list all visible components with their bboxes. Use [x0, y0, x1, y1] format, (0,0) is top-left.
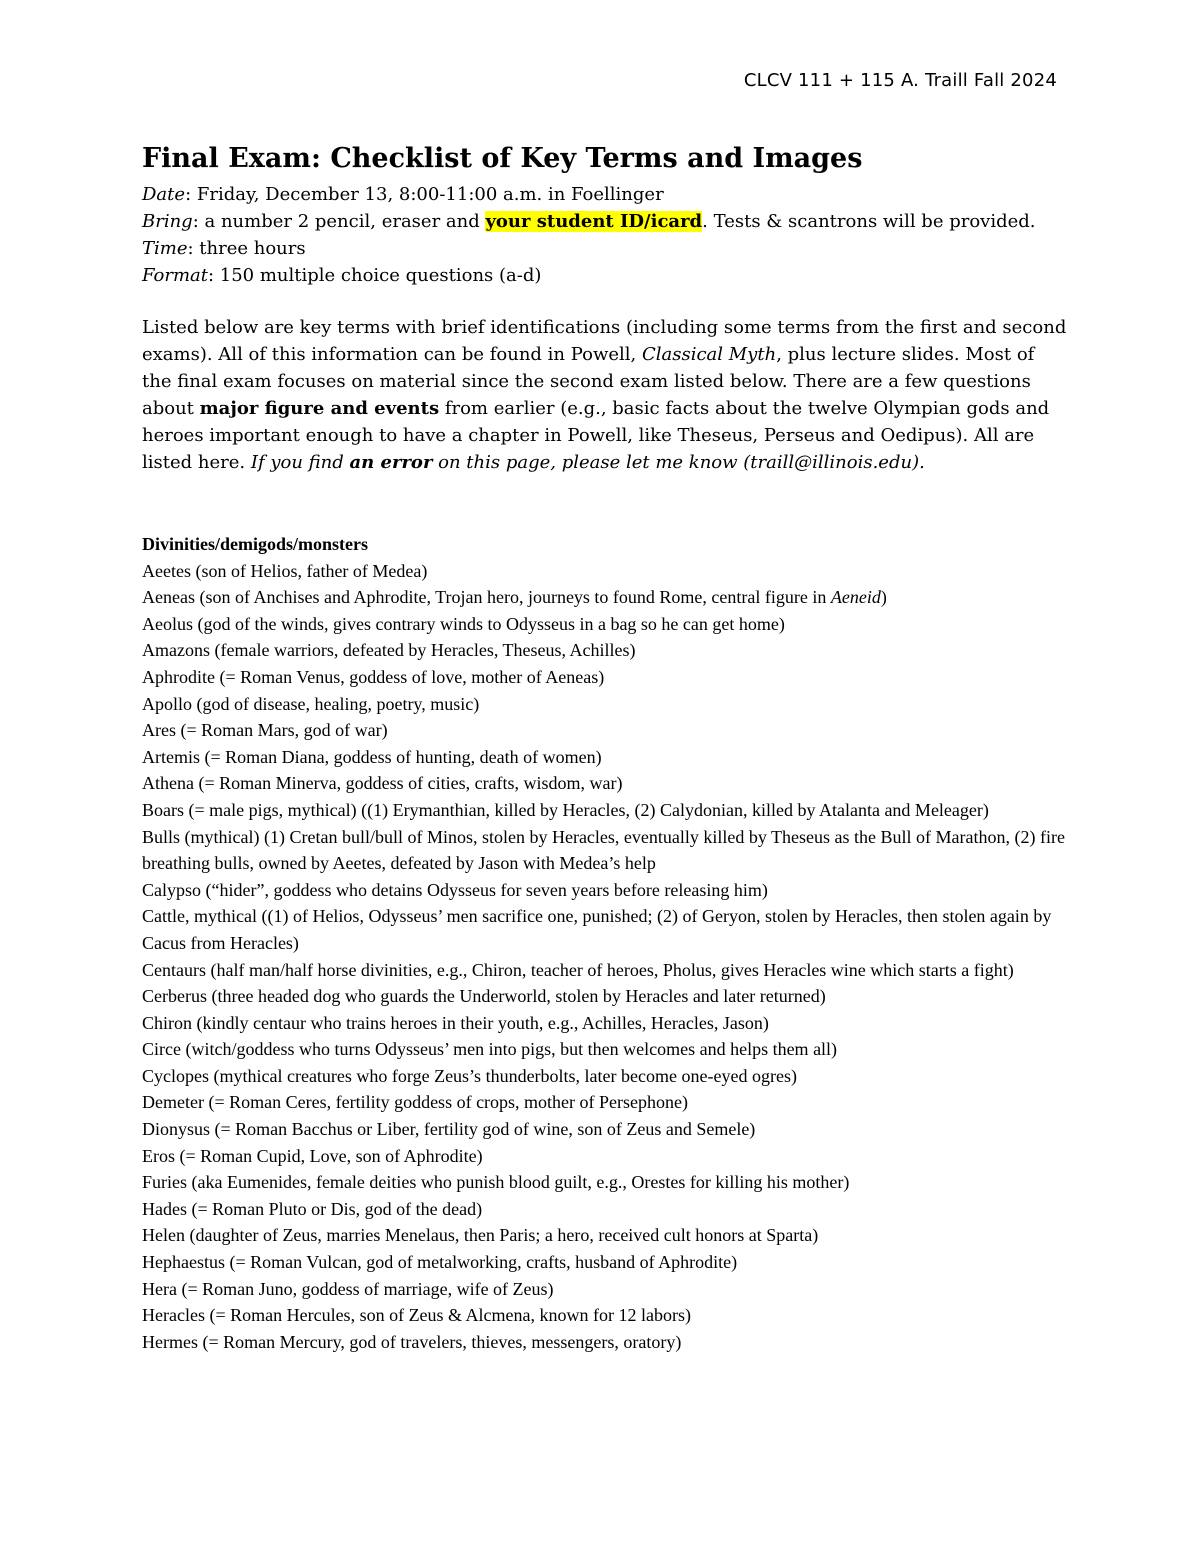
bring-post: . Tests & scantrons will be provided.	[702, 211, 1036, 232]
time-label: Time	[142, 238, 188, 259]
term-entry: Centaurs (half man/half horse divinities, e.g., Chiron, teacher of heroes, Pholus, gives Heracles wine which starts a fight)	[142, 959, 1014, 980]
error-note-bold: an error	[349, 452, 433, 473]
term-entry: Demeter (= Roman Ceres, fertility goddess of crops, mother of Persephone)	[142, 1092, 689, 1113]
date-line	[142, 181, 1072, 208]
term-entry: Aeolus (god of the winds, gives contrary winds to Odysseus in a bag so he can get home)	[142, 613, 785, 634]
intro-text-2: , plus lecture slides. Most of the final exam focuses on material since the second exam listed below. There are a few questions about	[142, 344, 1035, 419]
term-entry: Hades (= Roman Pluto or Dis, god of the dead)	[142, 1198, 483, 1219]
aeneid-title: Aeneid	[830, 587, 881, 608]
term-entry: Amazons (female warriors, defeated by Heracles, Theseus, Achilles)	[142, 640, 636, 661]
bring-pre: : a number 2 pencil, eraser and	[192, 211, 486, 232]
term-entry: Hermes (= Roman Mercury, god of travelers, thieves, messengers, oratory)	[142, 1331, 682, 1352]
term-entry	[142, 584, 1067, 611]
page-header: CLCV 111 + 115 A. Traill Fall 2024	[743, 70, 1057, 91]
term-entry: Dionysus (= Roman Bacchus or Liber, fertility god of wine, son of Zeus and Semele)	[142, 1119, 756, 1140]
term-entry: Ares (= Roman Mars, god of war)	[142, 720, 388, 741]
term-entry: Circe (witch/goddess who turns Odysseus’ men into pigs, but then welcomes and helps them all)	[142, 1039, 838, 1060]
intro-text-3: from earlier (e.g., basic facts about the twelve Olympian gods and heroes important enough to have a chapter in Powell, like Theseus, Perseus and Oedipus). All are listed here.	[142, 398, 1050, 473]
format-line	[142, 262, 1072, 289]
bring-line	[142, 208, 1072, 235]
term-entry: Furies (aka Eumenides, female deities who punish blood guilt, e.g., Orestes for killing his mother)	[142, 1172, 850, 1193]
exam-info	[142, 181, 1072, 289]
student-id-highlight: your student ID/icard	[485, 211, 703, 232]
term-entry: Cattle, mythical ((1) of Helios, Odysseus’ men sacrifice one, punished; (2) of Geryon, stolen by Heracles, then stolen again by Cacus from Heracles)	[142, 906, 1052, 953]
error-note-1: If you find	[250, 452, 350, 473]
time-line	[142, 235, 1072, 262]
page-title: Final Exam: Checklist of Key Terms and Images	[142, 143, 863, 174]
time-value: : three hours	[187, 238, 306, 259]
term-entry: Chiron (kindly centaur who trains heroes in their youth, e.g., Achilles, Heracles, Jason)	[142, 1012, 769, 1033]
term-entry: Apollo (god of disease, healing, poetry, music)	[142, 693, 480, 714]
term-entry: Calypso (“hider”, goddess who detains Odysseus for seven years before releasing him)	[142, 879, 768, 900]
intro-text-1: Listed below are key terms with brief identifications (including some terms from the first and second exams). All of this information can be found in Powell,	[142, 317, 1067, 365]
term-entry: Heracles (= Roman Hercules, son of Zeus & Alcmena, known for 12 labors)	[142, 1305, 691, 1326]
book-title: Classical Myth	[641, 344, 777, 365]
error-note	[251, 452, 925, 473]
term-entry: Hephaestus (= Roman Vulcan, god of metalworking, crafts, husband of Aphrodite)	[142, 1252, 738, 1273]
term-entry: Boars (= male pigs, mythical) ((1) Erymanthian, killed by Heracles, (2) Calydonian, killed by Atalanta and Meleager)	[142, 799, 989, 820]
term-entry: Hera (= Roman Juno, goddess of marriage, wife of Zeus)	[142, 1278, 554, 1299]
term-entry-close: )	[880, 587, 887, 608]
term-entry-text: Aeneas (son of Anchises and Aphrodite, Trojan hero, journeys to found Rome, central figure in	[142, 587, 831, 608]
term-entry: Aeetes (son of Helios, father of Medea)	[142, 560, 428, 581]
intro-paragraph	[142, 314, 1067, 476]
intro-bold-text: major figure and events	[199, 398, 440, 419]
term-entry: Helen (daughter of Zeus, marries Menelaus, then Paris; a hero, received cult honors at Sparta)	[142, 1225, 819, 1246]
term-entry: Artemis (= Roman Diana, goddess of hunting, death of women)	[142, 746, 602, 767]
term-entry: Cerberus (three headed dog who guards the Underworld, stolen by Heracles and later returned)	[142, 986, 826, 1007]
term-entry: Athena (= Roman Minerva, goddess of cities, crafts, wisdom, war)	[142, 773, 623, 794]
error-note-2: on this page, please let me know (traill@illinois.edu).	[432, 452, 925, 473]
date-label: Date	[142, 184, 186, 205]
section-heading: Divinities/demigods/monsters	[142, 534, 369, 554]
terms-list	[142, 531, 1067, 1355]
date-value: : Friday, December 13, 8:00-11:00 a.m. in Foellinger	[185, 184, 664, 205]
term-entry: Bulls (mythical) (1) Cretan bull/bull of Minos, stolen by Heracles, eventually killed by Theseus as the Bull of Marathon, (2) fire breathing bulls, owned by Aeetes, defeated by Jason with Medea’s help	[142, 826, 1065, 874]
format-value: : 150 multiple choice questions (a-d)	[207, 265, 542, 286]
term-entry: Aphrodite (= Roman Venus, goddess of love, mother of Aeneas)	[142, 666, 605, 687]
term-entry: Cyclopes (mythical creatures who forge Zeus’s thunderbolts, later become one-eyed ogres)	[142, 1065, 797, 1086]
format-label: Format	[142, 265, 208, 286]
term-entry: Eros (= Roman Cupid, Love, son of Aphrodite)	[142, 1145, 483, 1166]
bring-label: Bring	[142, 211, 193, 232]
